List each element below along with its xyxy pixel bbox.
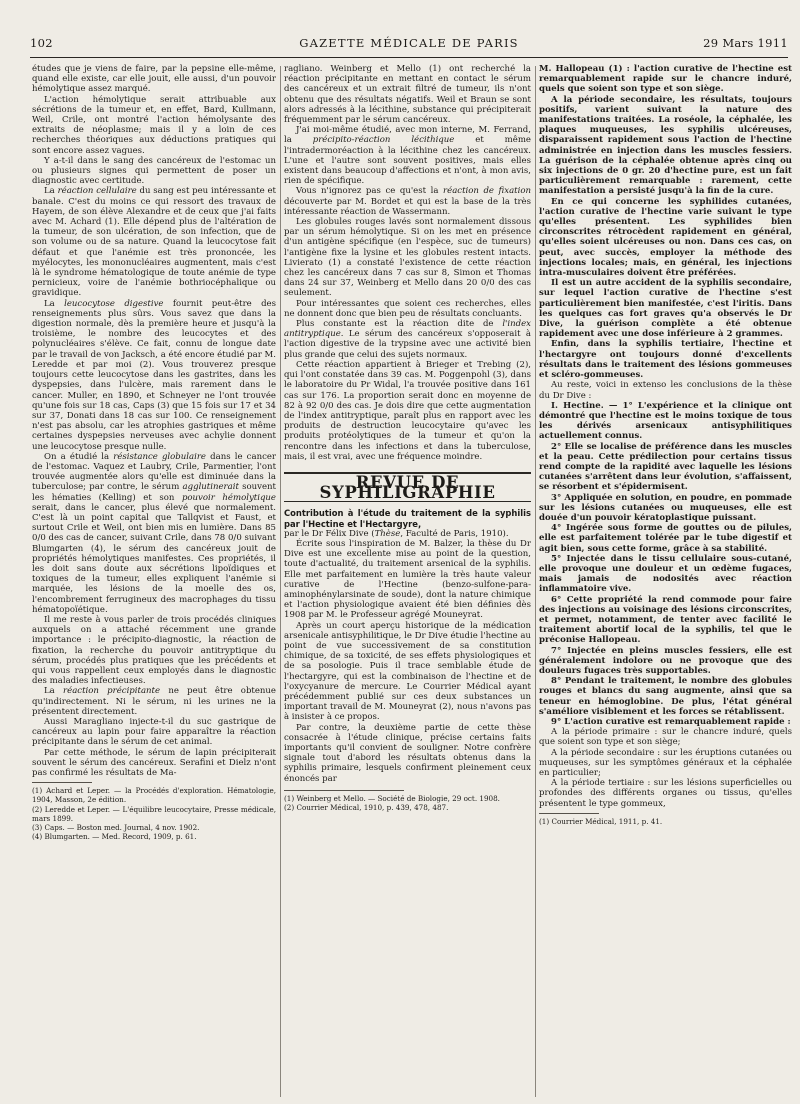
- italic-term: réaction cellulaire: [57, 186, 137, 197]
- paragraph: Pour intéressantes que soient ces recherches, elles ne donnent donc que bien peu de résultats concluants.: [284, 298, 531, 319]
- text-run: . Le sérum des cancéreux s'opposerait à l'action digestive de la trypsine avec une activité bien plus grande que celui des sujets normaux.: [284, 329, 531, 360]
- column-2: [284, 64, 531, 1104]
- text-run: et même l'intradermoréaction à la lécithine chez les cancéreux. L'une et l'autre sont souvent positives, mais elles existent dans beaucoup d'affections et n'ont, à mon avis, rien de spécifique.: [284, 135, 531, 187]
- paragraph: Après un court aperçu historique de la médication arsenicale antisyphilitique, le Dr Dive étudie l'hectine au point de vue successivement de sa constitution chimique, de sa toxicité, de ses effets physiologiques et de sa posologie. Puis il trace semblable étude de l'hectargyre, qui est la combinaison de l'hectine et de l'oxycyanure de mercure. Le Courrier Médical ayant précédemment publié sur ces deux substances un important travail de M. Mouneyrat (2), nous n'avons pas à insister à ce propos.: [284, 620, 531, 723]
- paragraph: études que je viens de faire, par la pepsine elle-même, quand elle existe, car elle jouit, elle aussi, d'un pouvoir hémolytique assez marqué.: [32, 64, 276, 95]
- paragraph: 7° Injectée en pleins muscles fessiers, elle est généralement indolore ou ne provoque que des douleurs fugaces très supportables.: [539, 645, 792, 676]
- footnote: (4) Blumgarten. — Med. Record, 1909, p. 61.: [32, 832, 197, 842]
- paragraph: Il me reste à vous parler de trois procédés cliniques auxquels on a attaché récemment une grande importance : le précipito-diagnostic, la réaction de fixation, la recherche du pouvoir antitryptique du sérum, procédés plus pratiques que les précédents et qui vous rappellent ceux employés dans le diagnostic des maladies infectieuses.: [32, 614, 276, 687]
- text-run: La: [44, 186, 58, 197]
- article-title: Contribution à l'étude du traitement de la syphilis par l'Hectine et l'Hectargyre,: [284, 508, 531, 529]
- paragraph: Les globules rouges lavés sont normalement dissous par un sérum hémolytique. Si on les met en présence d'un antigène spécifique (en l'espèce, suc de tumeurs) l'antigène fixe la lysine et les globules restent intacts. Livierato (1) a constaté l'existence de cette réaction chez les cancéreux dans 7 cas sur 8, Simon et Thomas dans 24 sur 37, Weinberg et Mello dans 20 0/0 des cas seulement.: [284, 217, 531, 299]
- paragraph: Enfin, dans la syphilis tertiaire, l'hectine et l'hectargyre ont toujours donné d'excellents résultats dans le traitement des lésions gommeuses et scléro-gommeuses.: [539, 339, 792, 381]
- paragraph: [284, 319, 531, 360]
- paragraph: Par cette méthode, le sérum de lapin précipiterait souvent le sérum des cancéreux. Serafini et Dielz n'ont pas confirmé les résultats de Ma-: [32, 747, 276, 779]
- paragraph: 4° Ingérée sous forme de gouttes ou de pilules, elle est parfaitement tolérée par le tube digestif et agit bien, sous cette forme, grâce à sa stabilité.: [539, 523, 792, 554]
- footnote: (1) Weinberg et Mello. — Société de Biologie, 29 oct. 1908.: [284, 793, 500, 803]
- paragraph: Il est un autre accident de la syphilis secondaire, sur lequel l'action curative de l'hectine s'est particulièrement bien manifestée, c'est l'iritis. Dans les quelques cas fort graves qu'a observés le Dr Dive, la guérison complète a été obtenue rapidement avec une dose inférieure à 2 grammes.: [539, 278, 792, 340]
- text-run: serait, dans le cancer, plus élevé que normalement. C'est là un point capital que Tallqvist et Faust, et surtout Crile et Weil, ont bien mis en lumière. Dans 85 0/0 des cas de cancer, suivant Crile, dans 78 0/0 suivant Blumgarten (4), le sérum des cancéreux jouit de propriétés hémolytiques manifestes. Ces propriétés, il les doit sans doute aux sécrétions lipoïdiques et toxiques de la tumeur, elles expliquent l'anémie si marquée, les lésions de la moelle des os, l'encombrement ferrugineux des macrophages du tissu hématopoïétique.: [32, 502, 276, 615]
- text-run: J'ai moi-même étudié, avec mon interne, M. Ferrand, la: [284, 125, 531, 146]
- italic-term: résistance globulaire: [113, 451, 206, 462]
- footnote: (2) Leredde et Leper. — L'équilibre leucocytaire, Presse médicale, mars 1899.: [32, 804, 276, 823]
- paragraph: 2° Elle se localise de préférence dans les muscles et la peau. Cette prédilection pour certains tissus rend compte de la rapidité avec laquelle les lésions cutanées s'arrêtent dans leur évolution, s'affaissent, se résorbent et s'épidermisent.: [539, 441, 792, 493]
- paragraph: Y a-t-il dans le sang des cancéreux de l'estomac un ou plusieurs signes qui permettent de poser un diagnostic avec certitude.: [32, 155, 276, 187]
- paragraph: 5° Injectée dans le tissu cellulaire sous-cutané, elle provoque une douleur et un œdème fugaces, mais jamais de nodosités avec réaction inflammatoire vive.: [539, 553, 792, 595]
- footnote: (1) Achard et Leper. — la Procédés d'exploration. Hématologie, 1904, Masson, 2e édition.: [32, 786, 276, 805]
- text-run: ne peut être obtenue qu'indirectement. Ni le sérum, ni les urines ne la présentent directement.: [32, 686, 276, 717]
- paragraph: Aussi Maragliano injecte-t-il du suc gastrique de cancéreux au lapin pour faire apparaître la réaction précipitante dans le sérum de cet animal.: [32, 717, 276, 748]
- text-run: Vous n'ignorez pas ce qu'est la: [296, 186, 444, 197]
- column-1: [32, 64, 276, 1104]
- italic-term: agglutinerait: [182, 482, 239, 493]
- footnote-rule: [32, 782, 92, 783]
- paragraph: 9° L'action curative est remarquablement rapide :: [551, 717, 791, 727]
- footnote: (3) Caps. — Boston med. Journal, 4 nov. 1902.: [32, 823, 200, 833]
- issue-date: 29 Mars 1911: [703, 36, 788, 50]
- column-divider: [280, 66, 281, 1097]
- paragraph: A la période secondaire : sur les éruptions cutanées ou muqueuses, sur les symptômes généraux et la céphalée en particulier;: [539, 747, 792, 779]
- paragraph: Au reste, voici in extenso les conclusions de la thèse du Dr Dive :: [539, 380, 792, 401]
- text-run: dans le cancer de l'estomac. Vaquez et Laubry, Crile, Parmentier, l'ont trouvée augmentée alors qu'elle est diminuée dans la tuberculose; par contre, le sérum: [32, 451, 276, 493]
- text-run: fournit peut-être des renseignements plus sûrs. Vous savez que dans la digestion normale, dès la première heure et jusqu'à la troisième, le nombre des leucocytes et des polynucléaires s'élève. Ce fait, connu de longue date par le travail de von Jacksch, a été encore étudié par M. Leredde et par moi (2). Vous trouverez presque toujours cette leucocytose dans les gastrites, dans les dyspepsies, dans l'ulcère, mais rarement dans le cancer. Muller, en 1890, et Schneyer ne l'ont trouvée qu'une fois sur 18 cas, Caps (3) que 15 fois sur 17 et 34 sur 37, Donati dans 18 cas sur 100. Ce renseignement n'est pas absolu, car les atrophies gastriques et même certaines dyspepsies nerveuses avec achylie donnent une leucocytose presque nulle.: [32, 298, 276, 452]
- italic-term: réaction précipitante: [63, 686, 161, 697]
- paragraph: A la période secondaire, les résultats, toujours positifs, varient suivant la nature des manifestations traitées. La roséole, la céphalée, les plaques muqueuses, les syphilis ulcéreuses, disparaissent rapidement sous l'action de l'hectine administrée en injection dans les muscles fessiers. La guérison de la céphalée obtenue après cinq ou six injections de 0 gr. 20 d'hectine pure, est un fait particulièrement remarquable : rarement, cette manifestation a persisté jusqu'à la fin de la cure.: [539, 94, 792, 197]
- paragraph: L'action hémolytique serait attribuable aux sécrétions de la tumeur et, en effet, Bard, Kullmann, Weil, Crile, ont montré l'action hémolysante des extraits de néoplasme; mais il y a loin de ces recherches théoriques aux déductions pratiques qui sont encore assez vagues.: [32, 94, 276, 156]
- header-rule: [30, 57, 788, 58]
- text-run: du sang est peu intéressante et banale. C'est du moins ce qui ressort des travaux de Hayem, de son élève Alexandre et de ceux que j'ai faits avec M. Achard (1). Elle dépend plus de l'altération de la tumeur, de son ulcération, de son infection, que de son volume ou de sa nature. Quand la leucocytose fait défaut et que l'anémie est très prononcée, les myélocytes, les mononucléaires augmentent, mais c'est là le syndrome hématologique de toute anémie de type pernicieux, voire de l'anémie bothriocéphalique ou gravidique.: [32, 186, 276, 299]
- section-title: REVUE DE SYPHILIGRAPHIE: [284, 472, 531, 502]
- paragraph: A la période primaire : sur le chancre induré, quels que soient son type et son siège;: [539, 727, 792, 748]
- paragraph: Cette réaction appartient à Brieger et Trebing (2), qui l'ont constatée dans 39 cas. M. Poggenpohl (3), dans le laboratoire du Pr Widal, l'a trouvée positive dans 161 cas sur 176. La proportion serait donc en moyenne de 82 à 92 0/0 des cas. Je dois dire que cette augmentation de l'index antitryptique, paraît plus en rapport avec les produits de destruction leucocytaire qu'avec les produits protéolytiques de la tumeur et qu'on la rencontre dans les infections et dans la tuberculose, mais, il est vrai, avec une fréquence moindre.: [284, 359, 531, 462]
- paragraph: 3° Appliquée en solution, en poudre, en pommade sur les lésions cutanées ou muqueuses, elle est douée d'un pouvoir kératoplastique puissant.: [539, 492, 792, 523]
- column-divider: [535, 66, 536, 1097]
- page-header: [30, 36, 788, 54]
- paragraph: En ce qui concerne les syphilides cutanées, l'action curative de l'hectine varie suivant le type qu'elles présentent. Les syphilides bien circonscrites rétrocèdent rapidement en général, qu'elles soient ulcéreuses ou non. Dans ces cas, on peut, avec succès, employer la méthode des injections locales; mais, en général, les injections intra-musculaires doivent être préférées.: [539, 196, 792, 279]
- text-run: souvent les hématies (Kelling) et son: [32, 482, 276, 503]
- italic-term: pouvoir hémolytique: [181, 492, 276, 503]
- paragraph: 8° Pendant le traitement, le nombre des globules rouges et blancs du sang augmente, ainsi que sa teneur en hémoglobine. De plus, l'état général s'améliore visiblement et les forces se rétablissent.: [539, 676, 792, 717]
- paragraph: [32, 686, 276, 717]
- paragraph: [284, 125, 531, 186]
- text-run: découverte par M. Bordet et qui est la base de la très intéressante réaction de Wassermann.: [284, 196, 531, 217]
- italic-term: l'index antitryptique: [284, 319, 531, 340]
- footnote: (1) Courrier Médical, 1911, p. 41.: [539, 816, 663, 826]
- paragraph: Écrite sous l'inspiration de M. Balzer, la thèse du Dr Dive est une excellente mise au point de la question, toute d'actualité, du traitement arsenical de la syphilis. Elle met parfaitement en lumière la très haute valeur curative de l'Hectine (benzo-sulfone-para-aminophénylarsinate de soude), dont la nature chimique et l'action physiologique avaient été bien définies dès 1908 par M. le Professeur agrégé Mouneyrat.: [284, 538, 531, 621]
- column-3: [539, 64, 792, 1104]
- article-author: [284, 529, 531, 539]
- italic-term: précipito-réaction lécithique: [312, 135, 455, 146]
- text-run: Plus constante est la réaction dite de: [296, 319, 503, 330]
- text-run: par le Dr Félix Dive (: [284, 528, 375, 539]
- text-run: La: [44, 686, 64, 697]
- journal-title: GAZETTE MÉDICALE DE PARIS: [299, 36, 519, 50]
- page-number: 102: [30, 36, 53, 50]
- footnote: (2) Courrier Médical, 1910, p. 439, 478, 487.: [284, 803, 449, 813]
- paragraph: M. Hallopeau (1) : l'action curative de l'hectine est remarquablement rapide sur le chancre induré, quels que soient son type et son siège.: [539, 64, 792, 95]
- paragraph: Par contre, la deuxième partie de cette thèse consacrée à l'étude clinique, précise certains faits importants qu'il convient de souligner. Notre confrère signale tout d'abord les résultats obtenus dans la syphilis primaire, lesquels confirment pleinement ceux énoncés par: [284, 722, 531, 784]
- text-run: La: [44, 298, 65, 309]
- italic-term: Thèse: [374, 528, 401, 539]
- paragraph: [32, 452, 276, 615]
- paragraph: I. Hectine. — 1° L'expérience et la clinique ont démontré que l'hectine est le moins toxique de tous les dérivés arsenicaux antisyphilitiques actuellement connus.: [539, 400, 792, 442]
- paragraph: [32, 299, 276, 452]
- paragraph: [32, 186, 276, 298]
- paragraph: A la période tertiaire : sur les lésions superficielles ou profondes des différents organes ou tissus, qu'elles présentent le type gommeux,: [539, 778, 792, 809]
- paragraph: 6° Cette propriété la rend commode pour faire des injections au voisinage des lésions circonscrites, et permet, notamment, de tenter avec facilité le traitement abortif local de la syphilis, tel que le préconise Hallopeau.: [539, 594, 792, 646]
- footnote-rule: [539, 813, 599, 814]
- footnote-rule: [284, 790, 404, 791]
- paragraph: ragliano. Weinberg et Mello (1) ont recherché la réaction précipitante en mettant en contact le sérum des cancéreux et un extrait filtré de tumeur, ils n'ont obtenu que des résultats négatifs. Weil et Braun se sont alors adressés à la lécithine, substance qui précipiterait fréquemment par le sérum cancéreux.: [284, 64, 531, 126]
- italic-term: leucocytose digestive: [64, 298, 164, 309]
- italic-term: réaction de fixation: [443, 186, 531, 197]
- text-run: On a étudié la: [44, 451, 114, 462]
- paragraph: [284, 186, 531, 217]
- text-run: , Faculté de Paris, 1910).: [400, 528, 509, 539]
